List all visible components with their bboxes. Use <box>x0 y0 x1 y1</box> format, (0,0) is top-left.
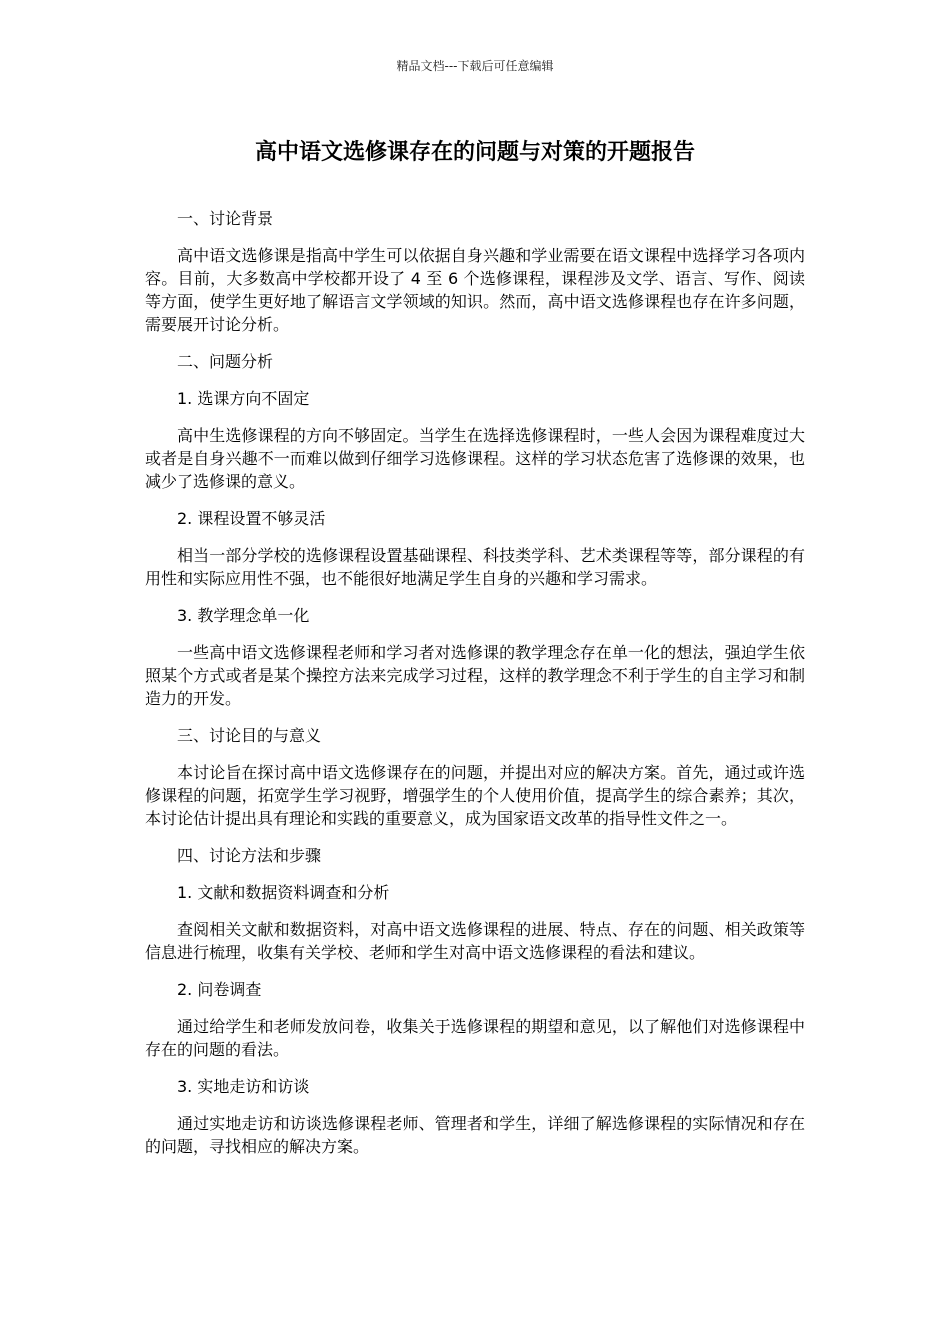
paragraph: 一些高中语文选修课程老师和学习者对选修课的教学理念存在单一化的想法，强迫学生依照某个方式或者是某个操控方法来完成学习过程，这样的教学理念不利于学生的自主学习和制造力的开发。 <box>145 643 805 708</box>
paragraph: 相当一部分学校的选修课程设置基础课程、科技类学科、艺术类课程等等，部分课程的有用性和实际应用性不强，也不能很好地满足学生自身的兴趣和学习需求。 <box>145 546 805 588</box>
section-heading: 二、问题分析 <box>177 352 274 371</box>
paragraph: 通过实地走访和访谈选修课程老师、管理者和学生，详细了解选修课程的实际情况和存在的问题，寻找相应的解决方案。 <box>145 1114 805 1156</box>
paragraph: 查阅相关文献和数据资料，对高中语文选修课程的进展、特点、存在的问题、相关政策等信息进行梳理，收集有关学校、老师和学生对高中语文选修课程的看法和建议。 <box>145 920 805 962</box>
paragraph: 通过给学生和老师发放问卷，收集关于选修课程的期望和意见，以了解他们对选修课程中存在的问题的看法。 <box>145 1017 805 1059</box>
section-heading: 三、讨论目的与意义 <box>177 726 322 745</box>
page-header: 精品文档---下载后可任意编辑 <box>396 59 554 73</box>
section-heading: 3. 实地走访和访谈 <box>177 1077 310 1096</box>
section-heading: 四、讨论方法和步骤 <box>177 846 322 865</box>
section-heading: 3. 教学理念单一化 <box>177 606 310 625</box>
section-heading: 2. 课程设置不够灵活 <box>177 509 326 528</box>
section-heading: 2. 问卷调查 <box>177 980 262 999</box>
document-title: 高中语文选修课存在的问题与对策的开题报告 <box>254 140 695 165</box>
document-body <box>145 207 805 1172</box>
paragraph: 本讨论旨在探讨高中语文选修课存在的问题，并提出对应的解决方案。首先，通过或许选修课程的问题，拓宽学生学习视野，增强学生的个人使用价值，提高学生的综合素养；其次，本讨论估计提出具有理论和实践的重要意义，成为国家语文改革的指导性文件之一。 <box>145 763 805 828</box>
section-heading: 1. 选课方向不固定 <box>177 389 310 408</box>
section-heading: 一、讨论背景 <box>177 209 274 228</box>
paragraph: 高中生选修课程的方向不够固定。当学生在选择选修课程时，一些人会因为课程难度过大或者是自身兴趣不一而难以做到仔细学习选修课程。这样的学习状态危害了选修课的效果，也减少了选修课的意义。 <box>145 426 805 491</box>
paragraph: 高中语文选修课是指高中学生可以依据自身兴趣和学业需要在语文课程中选择学习各项内容。目前，大多数高中学校都开设了 4 至 6 个选修课程，课程涉及文学、语言、写作、阅读等方面，使学生更好地了解语言文学领域的知识。然而，高中语文选修课程也存在许多问题，需要展开讨论分析。 <box>145 246 805 334</box>
section-heading: 1. 文献和数据资料调查和分析 <box>177 883 390 902</box>
